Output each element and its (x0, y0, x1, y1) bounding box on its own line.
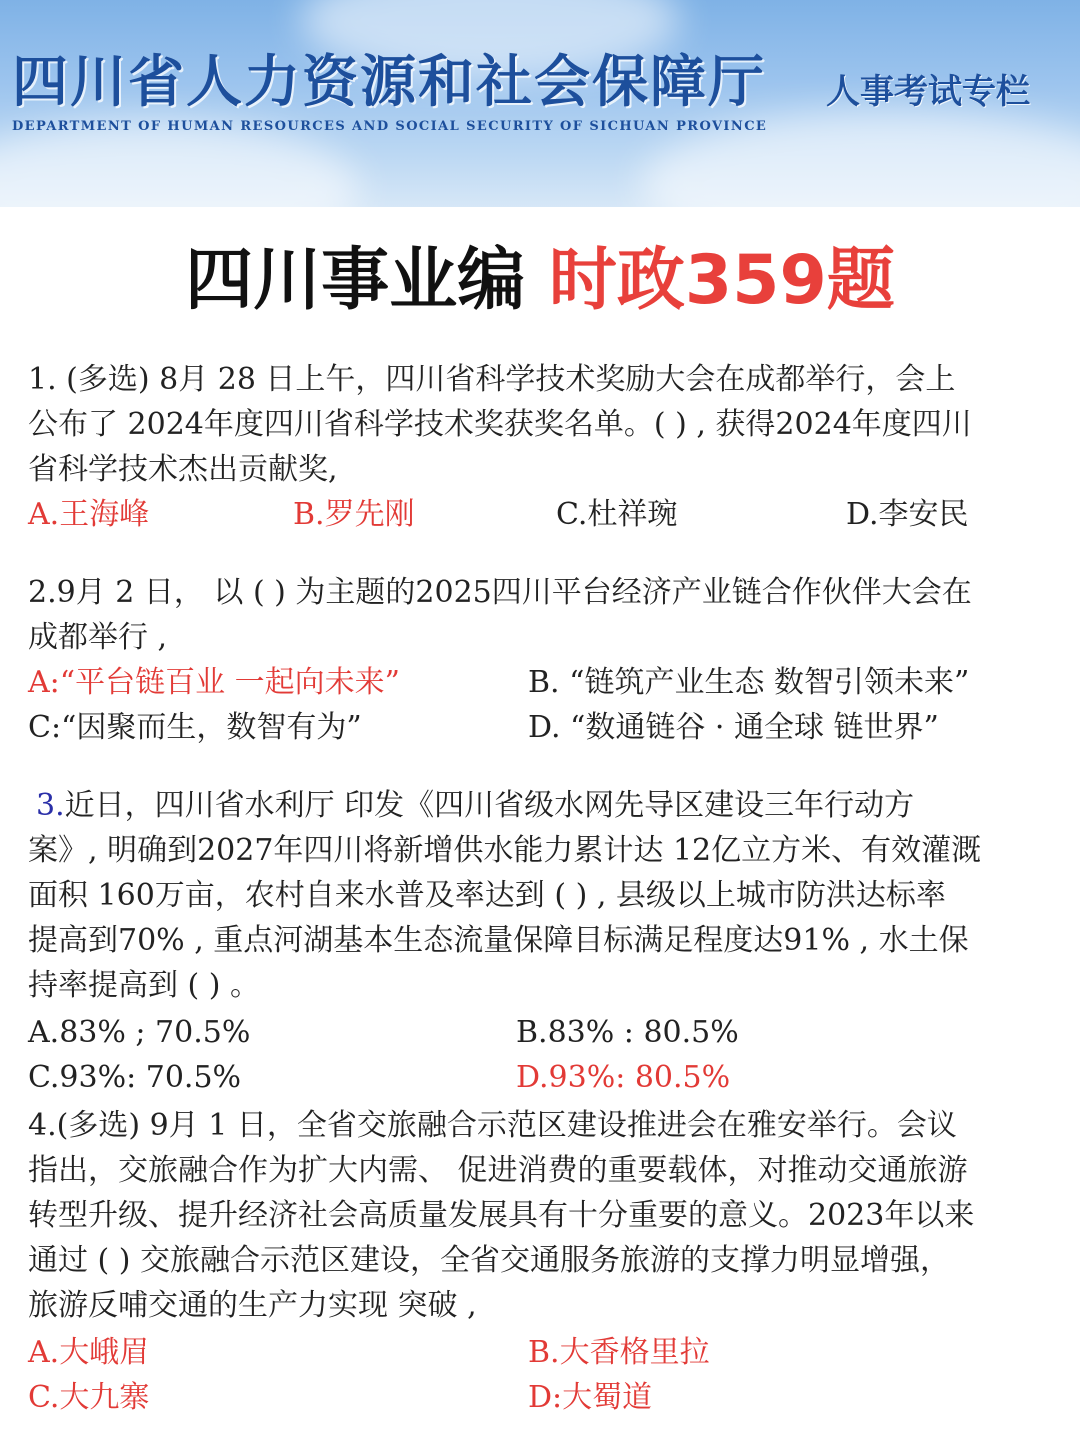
question-4-option-d: D:大蜀道 (528, 1380, 653, 1415)
page-title (0, 238, 1080, 324)
question-1-line: 省科学技术杰出贡献奖, (28, 452, 338, 487)
header-banner (0, 0, 1080, 207)
column-label: 人事考试专栏 (826, 72, 1030, 112)
question-3-option-b: B.83% : 80.5% (516, 1015, 739, 1050)
department-subtitle: DEPARTMENT OF HUMAN RESOURCES AND SOCIAL SECURITY OF SICHUAN PROVINCE (12, 119, 768, 134)
question-3-option-a: A.83% ; 70.5% (28, 1015, 251, 1050)
title-part-black: 四川事业编 (185, 241, 549, 320)
question-1-option-a: A.王海峰 (28, 497, 150, 532)
question-1-line: 公布了 2024年度四川省科学技术奖获奖名单。( ) , 获得2024年度四川 (28, 407, 972, 442)
question-3-number: 3. (36, 788, 65, 823)
question-3-line: 案》, 明确到2027年四川将新增供水能力累计达 12亿立方米、有效灌溉 (28, 833, 982, 868)
question-2-option-c: C:“因聚而生，数智有为” (28, 710, 362, 745)
question-1-option-b: B.罗先刚 (293, 497, 415, 532)
question-3-line: 提高到70% , 重点河湖基本生态流量保障目标满足程度达91% , 水土保 (28, 923, 969, 958)
question-1-option-c: C.杜祥琬 (556, 497, 678, 532)
question-3-option-c: C.93%: 70.5% (28, 1060, 242, 1095)
question-4-line: 4.(多选) 9月 1 日，全省交旅融合示范区建设推进会在雅安举行。会议 (28, 1108, 957, 1143)
title-part-red: 时政359题 (548, 241, 895, 320)
question-4-option-b: B.大香格里拉 (528, 1335, 710, 1370)
question-1-line: 1. (多选) 8月 28 日上午，四川省科学技术奖励大会在成都举行，会上 (28, 362, 956, 397)
department-title: 四川省人力资源和社会保障厅 (12, 49, 766, 115)
question-2-option-d: D. “数通链谷 · 通全球 链世界” (528, 710, 939, 745)
question-4-line: 转型升级、提升经济社会高质量发展具有十分重要的意义。2023年以来 (28, 1198, 975, 1233)
question-4-line: 通过 ( ) 交旅融合示范区建设，全省交通服务旅游的支撑力明显增强， (28, 1243, 951, 1278)
question-4-option-a: A.大峨眉 (28, 1335, 150, 1370)
question-2-line: 2.9月 2 日， 以 ( ) 为主题的2025四川平台经济产业链合作伙伴大会在 (28, 575, 972, 610)
question-4-option-c: C.大九寨 (28, 1380, 150, 1415)
question-2-option-a: A:“平台链百业 一起向未来” (28, 665, 400, 700)
question-2-line: 成都举行 , (28, 620, 168, 655)
question-4-line: 指出，交旅融合作为扩大内需、 促进消费的重要载体，对推动交通旅游 (28, 1153, 968, 1188)
question-3-line: 持率提高到 ( ) 。 (28, 968, 261, 1003)
question-4-line: 旅游反哺交通的生产力实现 突破 , (28, 1288, 477, 1323)
question-1-option-d: D.李安民 (846, 497, 969, 532)
question-3-line: 面积 160万亩，农村自来水普及率达到 ( ) , 县级以上城市防洪达标率 (28, 878, 946, 913)
question-3-text: 近日，四川省水利厅 印发《四川省级水网先导区建设三年行动方 (64, 788, 915, 823)
question-2-option-b: B. “链筑产业生态 数智引领未来” (528, 665, 970, 700)
question-3-option-d: D.93%: 80.5% (516, 1060, 731, 1095)
question-3-line (28, 786, 914, 826)
